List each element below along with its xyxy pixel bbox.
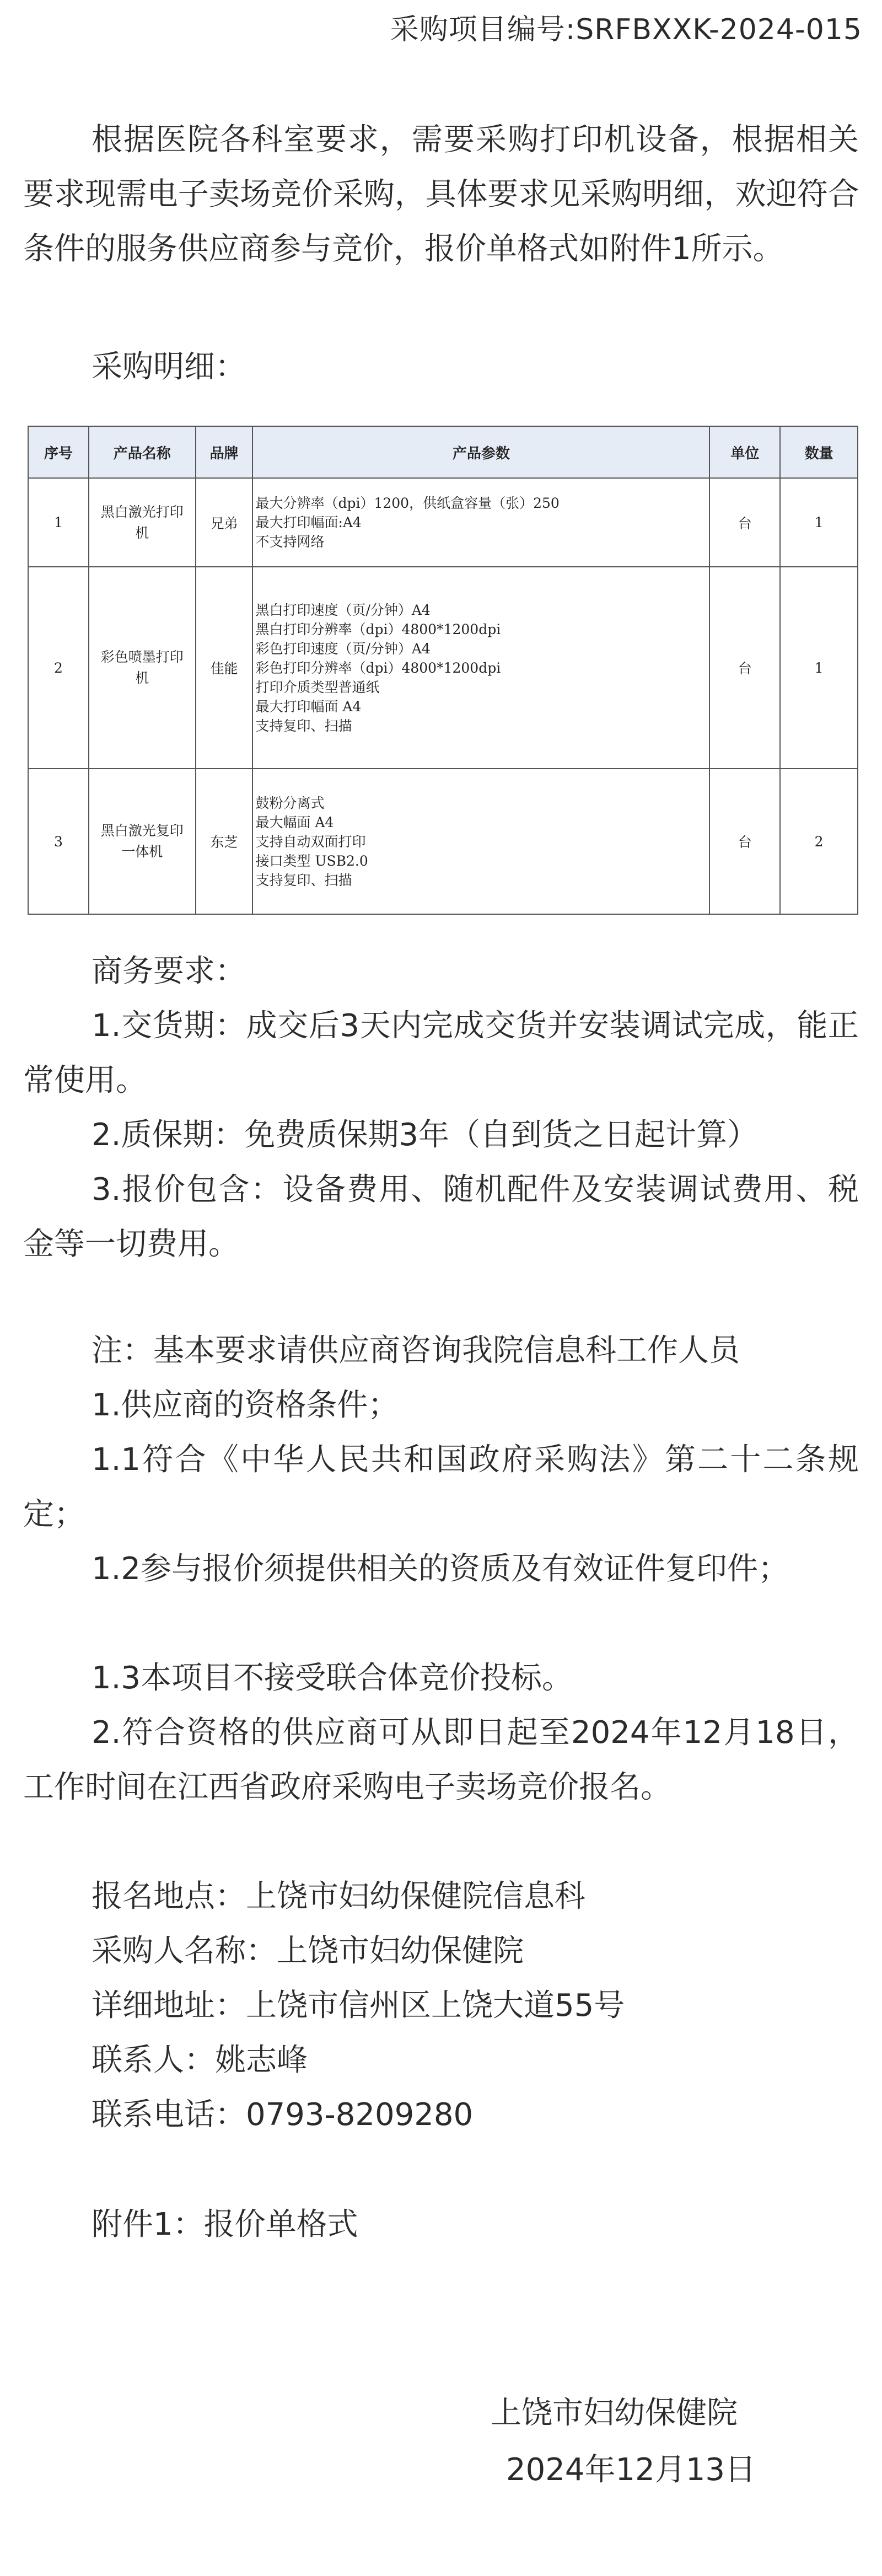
header-cell: 序号: [28, 426, 89, 478]
qualification-2: 2.符合资格的供应商可从即日起至2024年12月18日，工作时间在江西省政府采购电子卖场竞价报名。: [23, 1715, 859, 1805]
cell-brand: 兄弟: [196, 478, 253, 567]
param-line: 最大打印幅面:A4: [255, 514, 362, 530]
qualification-1-3: 1.3本项目不接受联合体竞价投标。: [92, 1660, 573, 1696]
param-line: 最大幅面 A4: [255, 814, 334, 830]
cell-name: 黑白激光复印一体机: [89, 769, 196, 914]
cell-brand: 东芝: [196, 769, 253, 914]
param-line: 支持复印、扫描: [255, 872, 352, 888]
signature-org: 上饶市妇幼保健院: [491, 2395, 738, 2431]
qualification-1-2: 1.2参与报价须提供相关的资质及有效证件复印件；: [92, 1551, 789, 1587]
param-line: 支持自动双面打印: [255, 833, 366, 850]
cell-name: 彩色喷墨打印机: [89, 567, 196, 769]
contact-location: 报名地点：上饶市妇幼保健院信息科: [92, 1879, 585, 1914]
header-cell: 产品名称: [89, 426, 196, 478]
signature-date: 2024年12月13日: [506, 2452, 756, 2488]
param-line: 最大打印幅面 A4: [255, 698, 362, 715]
contact-purchaser: 采购人名称：上饶市妇幼保健院: [92, 1933, 524, 1969]
cell-params: [252, 769, 709, 914]
detail-title: 采购明细：: [92, 349, 246, 385]
intro-paragraph: 根据医院各科室要求，需要采购打印机设备，根据相关要求现需电子卖场竞价采购，具体要求见采购明细，欢迎符合条件的服务供应商参与竞价，报价单格式如附件1所示。: [23, 122, 859, 267]
header-cell: 单位: [709, 426, 780, 478]
cell-qty: 1: [780, 478, 858, 567]
param-line: 彩色打印速度（页/分钟）A4: [255, 640, 431, 657]
contact-address: 详细地址：上饶市信州区上饶大道55号: [92, 1988, 625, 2024]
cell-no: 3: [28, 769, 89, 914]
project-number: 采购项目编号:SRFBXXK-2024-015: [390, 13, 862, 46]
cell-unit: 台: [709, 478, 780, 567]
procurement-table: [28, 426, 858, 915]
cell-name: 黑白激光打印机: [89, 478, 196, 567]
business-title: 商务要求：: [92, 953, 246, 989]
param-line: 不支持网络: [255, 534, 325, 550]
param-line: 彩色打印分辨率（dpi）4800*1200dpi: [255, 659, 501, 676]
param-line: 接口类型 USB2.0: [255, 852, 368, 869]
cell-unit: 台: [709, 769, 780, 914]
param-line: 打印介质类型普通纸: [255, 679, 380, 695]
table-row: [28, 478, 858, 567]
cell-params: [252, 478, 709, 567]
header-cell: 品牌: [196, 426, 253, 478]
cell-params: [252, 567, 709, 769]
business-delivery: 1.交货期：成交后3天内完成交货并安装调试完成，能正常使用。: [23, 1008, 859, 1098]
table-row: [28, 769, 858, 914]
param-line: 鼓粉分离式: [255, 795, 325, 811]
business-quote: 3.报价包含：设备费用、随机配件及安装调试费用、税金等一切费用。: [23, 1172, 859, 1262]
cell-brand: 佳能: [196, 567, 253, 769]
cell-qty: 2: [780, 769, 858, 914]
header-cell: 数量: [780, 426, 858, 478]
contact-phone: 联系电话：0793-8209280: [92, 2097, 474, 2133]
contact-person: 联系人：姚志峰: [92, 2042, 308, 2078]
cell-no: 2: [28, 567, 89, 769]
param-line: 最大分辨率（dpi）1200，供纸盒容量（张）250: [255, 495, 560, 511]
cell-unit: 台: [709, 567, 780, 769]
cell-qty: 1: [780, 567, 858, 769]
note-line: 注：基本要求请供应商咨询我院信息科工作人员: [92, 1333, 740, 1368]
header-cell: 产品参数: [252, 426, 709, 478]
param-line: 黑白打印速度（页/分钟）A4: [255, 602, 431, 618]
param-line: 黑白打印分辨率（dpi）4800*1200dpi: [255, 621, 501, 637]
business-warranty: 2.质保期：免费质保期3年（自到货之日起计算）: [92, 1117, 759, 1153]
table-row: [28, 567, 858, 769]
qualification-title: 1.供应商的资格条件；: [92, 1387, 399, 1423]
param-line: 支持复印、扫描: [255, 717, 352, 734]
table-header-row: [28, 426, 858, 478]
qualification-1-1: 1.1符合《中华人民共和国政府采购法》第二十二条规定；: [23, 1442, 859, 1532]
attachment-line: 附件1：报价单格式: [92, 2207, 358, 2242]
cell-no: 1: [28, 478, 89, 567]
